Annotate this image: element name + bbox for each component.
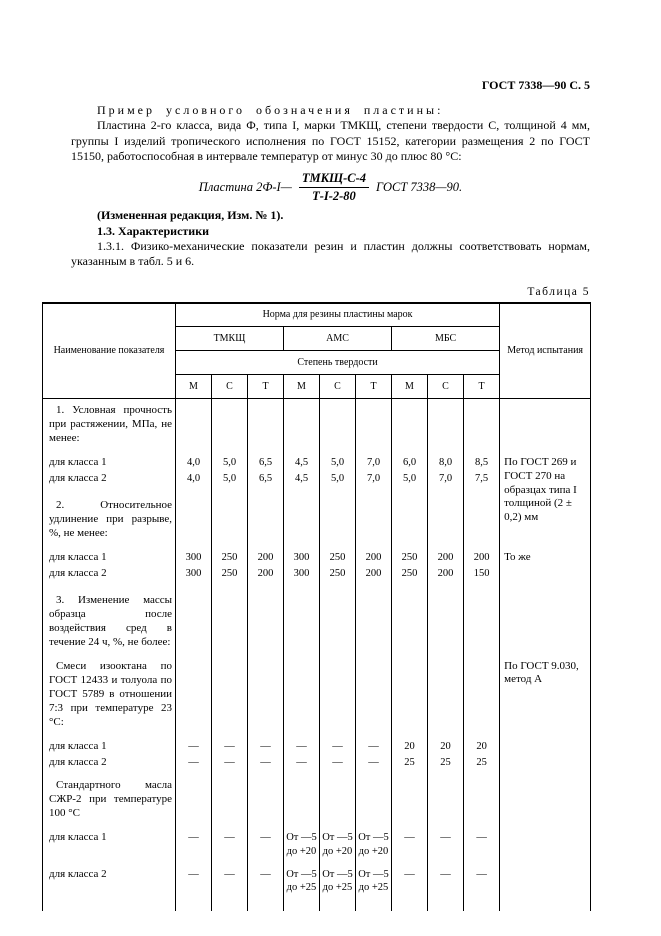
value-cell: [320, 651, 356, 731]
method-cell: [500, 566, 591, 582]
table-row: [43, 770, 591, 822]
col-header-hardness-grade: М: [392, 375, 428, 399]
value-cell: От —5 до +25: [284, 859, 320, 911]
value-cell: [428, 399, 464, 447]
value-cell: —: [320, 731, 356, 755]
row-label: 2. Относительное удлинение при разрыве, %, не менее:: [43, 487, 176, 542]
value-cell: —: [212, 822, 248, 859]
value-cell: 4,5: [284, 471, 320, 487]
page-header: ГОСТ 7338—90 С. 5: [481, 78, 590, 92]
value-cell: 6,0: [392, 447, 428, 471]
value-cell: —: [428, 859, 464, 911]
value-cell: 5,0: [320, 471, 356, 487]
value-cell: От —5 до +25: [356, 859, 392, 911]
col-header-hardness-grade: М: [176, 375, 212, 399]
value-cell: [428, 487, 464, 542]
value-cell: —: [176, 859, 212, 911]
table-body: [43, 399, 591, 911]
value-cell: 300: [284, 542, 320, 566]
row-label: 3. Изменение массы образца после воздействия сред в течение 24 ч, %, не более:: [43, 582, 176, 651]
row-label: для класса 1: [43, 542, 176, 566]
col-header-hardness-grade: Т: [356, 375, 392, 399]
value-cell: [392, 651, 428, 731]
value-cell: От —5 до +20: [356, 822, 392, 859]
method-cell: [500, 731, 591, 755]
value-cell: [320, 770, 356, 822]
value-cell: [428, 582, 464, 651]
value-cell: [320, 487, 356, 542]
method-cell: [500, 399, 591, 447]
value-cell: [176, 582, 212, 651]
col-header-hardness-grade: Т: [464, 375, 500, 399]
value-cell: 300: [176, 542, 212, 566]
value-cell: 4,0: [176, 447, 212, 471]
col-header-hardness-grade: С: [320, 375, 356, 399]
value-cell: [212, 770, 248, 822]
value-cell: 150: [464, 566, 500, 582]
table-row: [43, 755, 591, 771]
col-header-hardness-grade: С: [428, 375, 464, 399]
value-cell: [464, 487, 500, 542]
value-cell: 200: [356, 542, 392, 566]
example-title: Пример условного обозначения пластины:: [97, 103, 444, 117]
value-cell: —: [248, 859, 284, 911]
value-cell: 200: [248, 566, 284, 582]
table-row: [43, 822, 591, 859]
value-cell: [248, 399, 284, 447]
value-cell: [284, 399, 320, 447]
value-cell: 250: [320, 542, 356, 566]
value-cell: [392, 399, 428, 447]
value-cell: [176, 770, 212, 822]
formula-suffix: ГОСТ 7338—90.: [376, 179, 463, 194]
row-label: Стандартного масла СЖР-2 при температуре 100 °С: [43, 770, 176, 822]
value-cell: [392, 770, 428, 822]
value-cell: 250: [392, 542, 428, 566]
value-cell: [428, 770, 464, 822]
value-cell: 300: [176, 566, 212, 582]
method-cell: [500, 822, 591, 859]
value-cell: От —5 до +20: [284, 822, 320, 859]
row-label: 1. Условная прочность при растяжении, МПа, не менее:: [43, 399, 176, 447]
row-label: для класса 2: [43, 859, 176, 911]
value-cell: 7,0: [356, 471, 392, 487]
row-label: для класса 2: [43, 471, 176, 487]
table-row: [43, 859, 591, 911]
table-5: [42, 302, 591, 911]
value-cell: 5,0: [212, 447, 248, 471]
value-cell: [248, 651, 284, 731]
value-cell: [284, 651, 320, 731]
value-cell: 4,0: [176, 471, 212, 487]
value-cell: [356, 651, 392, 731]
method-cell: [500, 755, 591, 771]
value-cell: 5,0: [392, 471, 428, 487]
value-cell: 20: [464, 731, 500, 755]
value-cell: [392, 487, 428, 542]
example-body: Пластина 2-го класса, вида Ф, типа I, марки ТМКЩ, степени твердости С, толщиной 4 мм, группы I изделий тропического исполнения по ГОСТ 15152, категории размещения 2 по ГОСТ 15150, работоспособная в интервале температур от минус 30 до плюс 80 °С:: [71, 118, 590, 164]
value-cell: [212, 487, 248, 542]
method-cell: [500, 859, 591, 911]
col-header-hardness-grade: М: [284, 375, 320, 399]
value-cell: [248, 582, 284, 651]
value-cell: [428, 651, 464, 731]
value-cell: [464, 582, 500, 651]
row-label: для класса 1: [43, 822, 176, 859]
col-header-brand: МБС: [392, 327, 500, 351]
value-cell: 7,0: [428, 471, 464, 487]
value-cell: [284, 487, 320, 542]
value-cell: 25: [428, 755, 464, 771]
value-cell: 5,0: [320, 447, 356, 471]
method-cell: По ГОСТ 9.030, метод А: [500, 651, 591, 731]
value-cell: 200: [428, 542, 464, 566]
value-cell: 20: [428, 731, 464, 755]
col-header-brand: АМС: [284, 327, 392, 351]
row-label: для класса 2: [43, 566, 176, 582]
col-header-hardness-grade: С: [212, 375, 248, 399]
value-cell: 250: [212, 542, 248, 566]
section-body: 1.3.1. Физико-механические показатели резин и пластин должны соответствовать нормам, указанным в табл. 5 и 6.: [71, 238, 590, 269]
col-header-norm-group: Норма для резины пластины марок: [176, 303, 500, 327]
value-cell: От —5 до +25: [320, 859, 356, 911]
value-cell: 200: [428, 566, 464, 582]
value-cell: 5,0: [212, 471, 248, 487]
value-cell: [464, 399, 500, 447]
value-cell: —: [464, 859, 500, 911]
value-cell: [356, 487, 392, 542]
value-cell: 200: [464, 542, 500, 566]
table-row: [43, 731, 591, 755]
value-cell: —: [356, 731, 392, 755]
table-header: [43, 303, 591, 399]
value-cell: —: [464, 822, 500, 859]
value-cell: —: [284, 731, 320, 755]
value-cell: 250: [320, 566, 356, 582]
table-row: [43, 582, 591, 651]
value-cell: [176, 399, 212, 447]
row-label: для класса 1: [43, 731, 176, 755]
designation-formula: [71, 171, 590, 203]
value-cell: [284, 582, 320, 651]
method-cell: То же: [500, 542, 591, 566]
value-cell: —: [212, 731, 248, 755]
table-row: [43, 399, 591, 447]
value-cell: [248, 487, 284, 542]
value-cell: [320, 582, 356, 651]
value-cell: —: [248, 755, 284, 771]
value-cell: [284, 770, 320, 822]
table-row: [43, 447, 591, 471]
value-cell: [248, 770, 284, 822]
value-cell: 25: [464, 755, 500, 771]
value-cell: —: [176, 822, 212, 859]
value-cell: 8,0: [428, 447, 464, 471]
value-cell: От —5 до +20: [320, 822, 356, 859]
value-cell: [356, 399, 392, 447]
col-header-hardness-grade: Т: [248, 375, 284, 399]
value-cell: [212, 399, 248, 447]
value-cell: 6,5: [248, 471, 284, 487]
col-header-name: Наименование показателя: [43, 303, 176, 399]
row-label: для класса 1: [43, 447, 176, 471]
table-caption: Таблица 5: [527, 285, 590, 298]
col-header-brand: ТМКЩ: [176, 327, 284, 351]
value-cell: [212, 582, 248, 651]
value-cell: —: [176, 731, 212, 755]
value-cell: 20: [392, 731, 428, 755]
value-cell: —: [212, 859, 248, 911]
row-label: Смеси изооктана по ГОСТ 12433 и толуола по ГОСТ 5789 в отношении 7:3 при температуре 23 °С:: [43, 651, 176, 731]
value-cell: [320, 399, 356, 447]
value-cell: —: [284, 755, 320, 771]
section-heading: 1.3. Характеристики: [97, 223, 210, 238]
value-cell: —: [248, 731, 284, 755]
value-cell: [176, 487, 212, 542]
value-cell: 300: [284, 566, 320, 582]
method-cell: По ГОСТ 269 и ГОСТ 270 на образцах типа I толщиной (2 ± 0,2) мм: [500, 447, 591, 471]
value-cell: —: [212, 755, 248, 771]
value-cell: 6,5: [248, 447, 284, 471]
value-cell: —: [176, 755, 212, 771]
value-cell: 7,0: [356, 447, 392, 471]
value-cell: —: [428, 822, 464, 859]
value-cell: 25: [392, 755, 428, 771]
value-cell: 200: [356, 566, 392, 582]
table-row: [43, 566, 591, 582]
value-cell: 250: [392, 566, 428, 582]
value-cell: [392, 582, 428, 651]
col-header-hardness: Степень твердости: [176, 351, 500, 375]
value-cell: [356, 582, 392, 651]
value-cell: 4,5: [284, 447, 320, 471]
value-cell: 200: [248, 542, 284, 566]
formula-fraction: [299, 171, 369, 203]
formula-numerator: ТМКЩ-С-4: [299, 171, 369, 187]
value-cell: [212, 651, 248, 731]
amendment-note: (Измененная редакция, Изм. № 1).: [97, 208, 284, 223]
method-cell: [500, 770, 591, 822]
table-row: [43, 651, 591, 731]
value-cell: —: [392, 822, 428, 859]
formula-denominator: Т-I-2-80: [312, 188, 356, 203]
value-cell: —: [320, 755, 356, 771]
value-cell: 250: [212, 566, 248, 582]
table-row: [43, 542, 591, 566]
value-cell: —: [392, 859, 428, 911]
value-cell: [356, 770, 392, 822]
col-header-method: Метод испытания: [500, 303, 591, 399]
value-cell: —: [356, 755, 392, 771]
formula-prefix: Пластина 2Ф-I—: [198, 179, 292, 194]
value-cell: —: [248, 822, 284, 859]
method-cell: [500, 582, 591, 651]
row-label: для класса 2: [43, 755, 176, 771]
value-cell: [464, 651, 500, 731]
value-cell: 8,5: [464, 447, 500, 471]
value-cell: 7,5: [464, 471, 500, 487]
value-cell: [464, 770, 500, 822]
value-cell: [176, 651, 212, 731]
